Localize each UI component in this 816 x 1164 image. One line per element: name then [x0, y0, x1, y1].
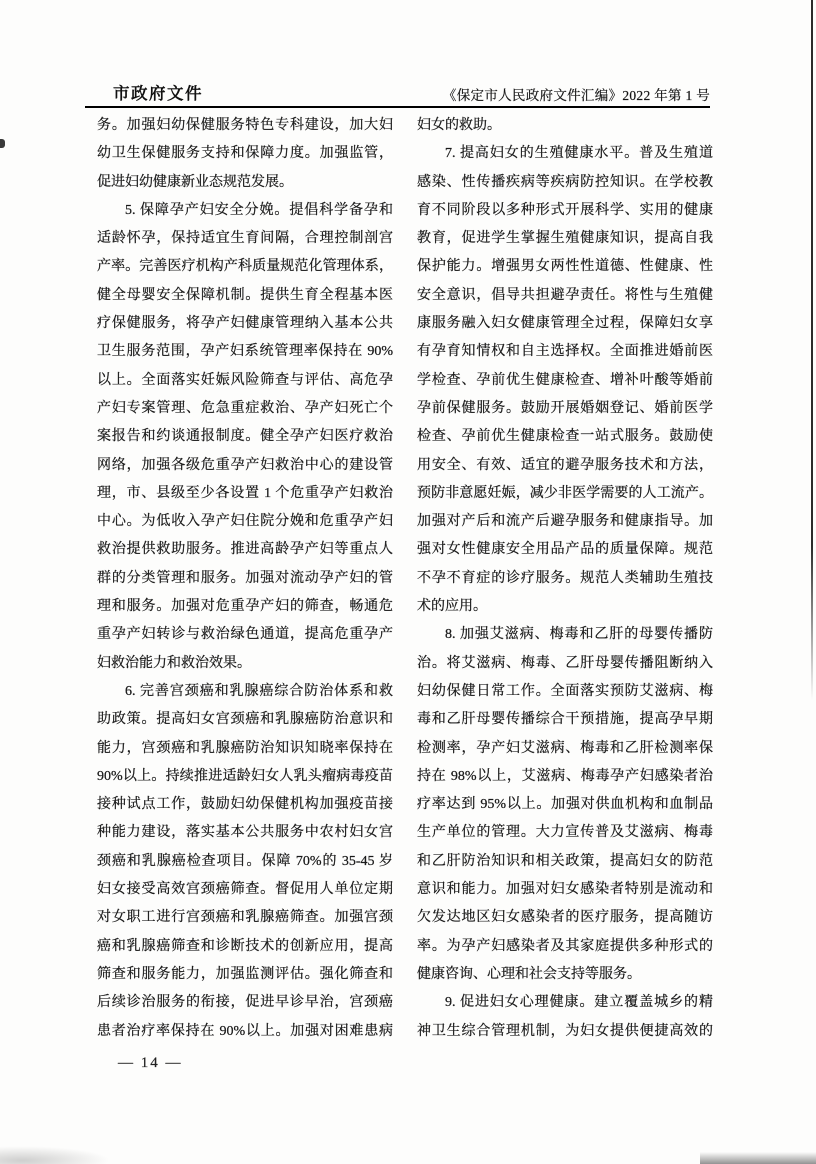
text-line: 毒和乙肝母婴传播综合干预措施，提高孕早期: [417, 712, 713, 728]
text-line: 妇女的救助。: [417, 118, 501, 133]
text-line: 网络，加强各级危重孕产妇救治中心的建设管: [97, 457, 393, 473]
text-line: 意识和能力。加强对妇女感染者特别是流动和: [417, 882, 713, 898]
header-section-title: 市政府文件: [113, 85, 203, 103]
text-line: 检查、孕前优生健康检查一站式服务。鼓励使: [417, 429, 713, 445]
text-line: 健康咨询、心理和社会支持等服务。: [417, 966, 641, 982]
text-line: 生产单位的管理。大力宣传普及艾滋病、梅毒: [417, 825, 713, 841]
header-publication-title: 《保定市人民政府文件汇编》2022 年第 1 号: [442, 88, 710, 103]
text-line: 颈癌和乳腺癌检查项目。保障 70%的 35-45 岁: [97, 853, 393, 869]
text-line: 神卫生综合管理机制，为妇女提供便捷高效的: [417, 1023, 713, 1039]
text-column-right: [417, 112, 713, 1046]
text-line: 孕前保健服务。鼓励开展婚姻登记、婚前医学: [417, 400, 713, 416]
text-line: 救治提供救助服务。推进高龄孕产妇等重点人: [97, 542, 393, 558]
text-line: 加强对产后和流产后避孕服务和健康指导。加: [417, 514, 713, 530]
text-line: 适龄怀孕，保持适宜生育间隔，合理控制剖宫: [97, 231, 393, 247]
text-line: 安全意识，倡导共担避孕责任。将性与生殖健: [417, 287, 713, 303]
text-line: 学检查、孕前优生健康检查、增补叶酸等婚前: [417, 372, 713, 388]
text-line: 促进妇幼健康新业态规范发展。: [97, 174, 293, 190]
text-line: 产妇专案管理、危急重症救治、孕产妇死亡个: [97, 400, 393, 416]
text-line: 术的应用。: [417, 599, 487, 615]
text-line: 对女职工进行宫颈癌和乳腺癌筛查。加强宫颈: [97, 910, 393, 926]
text-column-left: [97, 112, 393, 1046]
text-line: 癌和乳腺癌筛查和诊断技术的创新应用，提高: [97, 938, 393, 954]
text-line: 持在 98%以上，艾滋病、梅毒孕产妇感染者治: [417, 768, 713, 784]
text-line: 卫生服务范围，孕产妇系统管理率保持在 90%: [97, 344, 393, 360]
scan-edge-line: [811, 0, 813, 700]
text-line: 疗率达到 95%以上。加强对供血机构和血制品: [417, 797, 713, 813]
page-number: — 14 —: [118, 1055, 183, 1071]
text-line: 预防非意愿妊娠，减少非医学需要的人工流产。: [417, 485, 713, 501]
text-line: 以上。全面落实妊娠风险筛查与评估、高危孕: [97, 372, 393, 388]
text-line: 康服务融入妇女健康管理全过程，保障妇女享: [417, 316, 713, 332]
text-line: 健全母婴安全保障机制。提供生育全程基本医: [97, 287, 393, 303]
text-line: 检测率，孕产妇艾滋病、梅毒和乙肝检测率保: [417, 740, 713, 756]
text-line: 患者治疗率保持在 90%以上。加强对困难患病: [97, 1023, 393, 1039]
text-line: 用安全、有效、适宜的避孕服务技术和方法，: [417, 457, 713, 473]
text-line: 种能力建设，落实基本公共服务中农村妇女宫: [97, 825, 393, 841]
scan-smudge: [0, 1146, 110, 1164]
text-line: 90%以上。持续推进适龄妇女人乳头瘤病毒疫苗: [97, 768, 393, 784]
text-line: 治。将艾滋病、梅毒、乙肝母婴传播阻断纳入: [417, 655, 713, 671]
scan-edge-mark: [0, 139, 5, 148]
text-line: 6. 完善宫颈癌和乳腺癌综合防治体系和救: [125, 683, 393, 699]
text-line: 理，市、县级至少各设置 1 个危重孕产妇救治: [97, 485, 393, 501]
text-line: 接种试点工作，鼓励妇幼保健机构加强疫苗接: [97, 797, 393, 813]
text-line: 7. 提高妇女的生殖健康水平。普及生殖道: [445, 146, 713, 162]
text-line: 幼卫生保健服务支持和保障力度。加强监管，: [97, 146, 393, 162]
text-line: 疗保健服务，将孕产妇健康管理纳入基本公共: [97, 316, 393, 332]
text-line: 5. 保障孕产妇安全分娩。提倡科学备孕和: [125, 202, 393, 218]
text-line: 妇救治能力和救治效果。: [97, 655, 251, 671]
text-line: 感染、性传播疾病等疾病防控知识。在学校教: [417, 174, 713, 190]
text-line: 后续诊治服务的衔接，促进早诊早治，宫颈癌: [97, 995, 393, 1011]
text-line: 育不同阶段以多种形式开展科学、实用的健康: [417, 202, 713, 218]
text-line: 妇女接受高效宫颈癌筛查。督促用人单位定期: [97, 882, 393, 898]
text-line: 9. 促进妇女心理健康。建立覆盖城乡的精: [445, 995, 713, 1011]
text-line: 有孕育知情权和自主选择权。全面推进婚前医: [417, 344, 713, 360]
text-line: 强对女性健康安全用品产品的质量保障。规范: [417, 542, 713, 558]
text-line: 重孕产妇转诊与救治绿色通道，提高危重孕产: [97, 627, 393, 643]
text-line: 筛查和服务能力，加强监测评估。强化筛查和: [97, 966, 393, 982]
text-line: 保护能力。增强男女两性性道德、性健康、性: [417, 259, 713, 275]
text-line: 务。加强妇幼保健服务特色专科建设，加大妇: [97, 118, 393, 133]
text-line: 妇幼保健日常工作。全面落实预防艾滋病、梅: [417, 683, 713, 699]
text-line: 不孕不育症的诊疗服务。规范人类辅助生殖技: [417, 570, 713, 586]
scan-smudge: [700, 1152, 816, 1164]
text-line: 8. 加强艾滋病、梅毒和乙肝的母婴传播防: [445, 627, 713, 643]
text-line: 和乙肝防治知识和相关政策，提高妇女的防范: [417, 853, 713, 869]
text-line: 群的分类管理和服务。加强对流动孕产妇的管: [97, 570, 393, 586]
text-line: 助政策。提高妇女宫颈癌和乳腺癌防治意识和: [97, 712, 393, 728]
text-line: 案报告和约谈通报制度。健全孕产妇医疗救治: [97, 429, 393, 445]
text-line: 产率。完善医疗机构产科质量规范化管理体系，: [97, 259, 393, 275]
text-line: 率。为孕产妇感染者及其家庭提供多种形式的: [417, 938, 713, 954]
text-line: 理和服务。加强对危重孕产妇的筛查，畅通危: [97, 599, 393, 615]
text-line: 教育，促进学生掌握生殖健康知识，提高自我: [417, 231, 713, 247]
header-divider: [85, 106, 710, 108]
text-line: 欠发达地区妇女感染者的医疗服务，提高随访: [417, 910, 713, 926]
text-line: 中心。为低收入孕产妇住院分娩和危重孕产妇: [97, 514, 393, 530]
text-line: 能力，宫颈癌和乳腺癌防治知识知晓率保持在: [97, 740, 393, 756]
